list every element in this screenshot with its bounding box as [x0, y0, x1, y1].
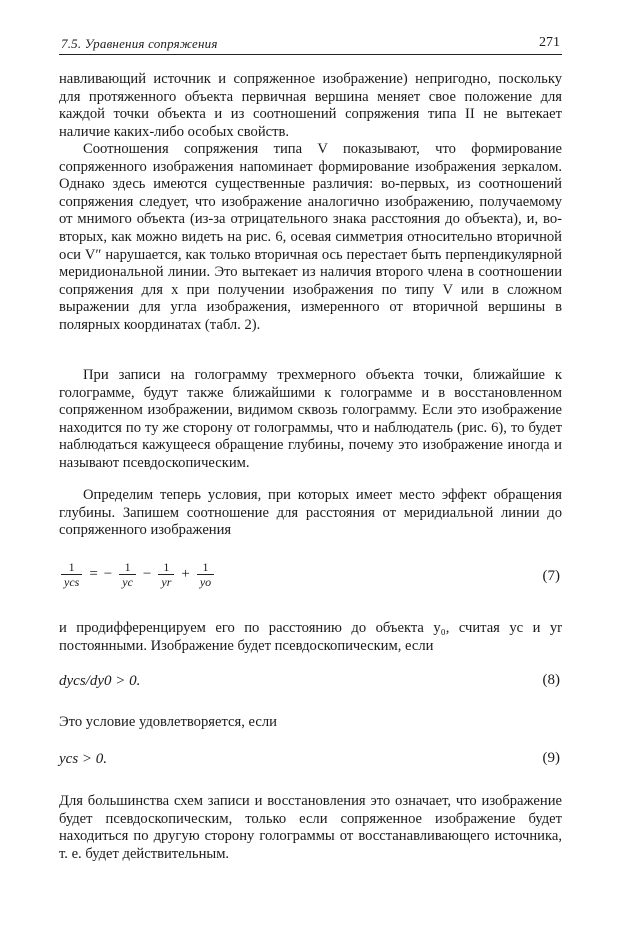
- eq7-lhs-den: ycs: [61, 574, 82, 589]
- eq8-formula: dycs/dy0 > 0.: [59, 673, 141, 689]
- paragraph-7: [59, 793, 562, 863]
- page-number: 271: [539, 35, 560, 50]
- paragraph-5-text: и продифференцируем его по расстоянию до объекта y₀, считая yc и yr постоянными. Изображение будет псевдоскопическим, если: [59, 620, 562, 654]
- running-title: 7.5. Уравнения сопряжения: [61, 36, 218, 51]
- eq7-plus: +: [181, 566, 190, 582]
- paragraph-4: [59, 487, 562, 540]
- paragraph-1: [59, 71, 562, 141]
- equation-7: [59, 560, 562, 610]
- eq7-t1-den: yc: [119, 574, 136, 589]
- eq7-term3-fraction: [197, 560, 214, 589]
- equation-number-8: (8): [542, 672, 560, 688]
- paragraph-6-text: Это условие удовлетворяется, если: [59, 714, 277, 730]
- eq7-t2-den: yr: [158, 574, 174, 589]
- paragraph-7-text: Для большинства схем записи и восстановления это означает, что изображение будет псевдоскопическим, только если сопряженное изображение будет находиться по другую сторону голограммы от восстанавливающего источника, т. е. будет действительным.: [59, 793, 562, 862]
- eq7-lhs-fraction: [61, 560, 82, 589]
- eq7-term1-fraction: [119, 560, 136, 589]
- paragraph-2: [59, 141, 562, 335]
- running-header: [59, 34, 562, 55]
- paragraph-3-text: При записи на голограмму трехмерного объекта точки, ближайшие к голограмме, будут также ближайшими к голограмме и в восстановленном сопряженном изображении, видимом сквозь голограмму. Если это изображение находится по ту же сторону от голограммы, что и наблюдатель (рис. 6), то будет наблюдаться кажущееся обращение глубины, почему это изображение иногда и называют псевдоскопическим.: [59, 367, 562, 471]
- eq7-lhs-num: 1: [68, 560, 75, 574]
- paragraph-3: [59, 367, 562, 473]
- eq7-minus-1: −: [103, 566, 113, 582]
- paragraph-5: [59, 620, 562, 655]
- eq7-t3-den: yo: [197, 574, 214, 589]
- eq7-equals: =: [89, 566, 98, 582]
- paragraph-4-text: Определим теперь условия, при которых имеет место эффект обращения глубины. Запишем соотношение для расстояния от меридиальной линии до сопряженного изображения: [59, 487, 562, 539]
- paragraph-6: [59, 714, 562, 732]
- eq7-term2-fraction: [158, 560, 174, 589]
- eq7-minus-2: −: [142, 566, 152, 582]
- equation-number-7: (7): [542, 568, 560, 584]
- eq7-t2-num: 1: [163, 560, 170, 574]
- paragraph-2-text: Соотношения сопряжения типа V показывают, что формирование сопряженного изображения напоминает формирование изображения зеркалом. Однако здесь имеются существенные различия: во-первых, из соотношений сопряжения следует, что изображение аналогично изображению, получаемому от мнимого объекта (из-за отрицательного знака расстояния до объекта), и, во-вторых, как можно видеть на рис. 6, осевая симметрия относительно вторичной оси V″ нарушается, как только вторичная ось перестает быть перпендикулярной меридиональной линии. Это вытекает из наличия второго члена в соотношении сопряжения для x при получении изображения по типу V или в сложном выражении для угла изображения, измеренного от вторичной вершины в полярных координатах (табл. 2).: [59, 141, 562, 333]
- paragraph-1-text: навливающий источник и сопряженное изображение) непригодно, поскольку для протяженного объекта первичная вершина меняет свое положение для каждой точки объекта и из соотношений сопряжения типа II не вытекает наличие каких-либо особых свойств.: [59, 71, 562, 140]
- equation-number-9: (9): [542, 750, 560, 766]
- eq7-t3-num: 1: [202, 560, 209, 574]
- eq9-formula: ycs > 0.: [59, 751, 108, 767]
- eq7-t1-num: 1: [124, 560, 131, 574]
